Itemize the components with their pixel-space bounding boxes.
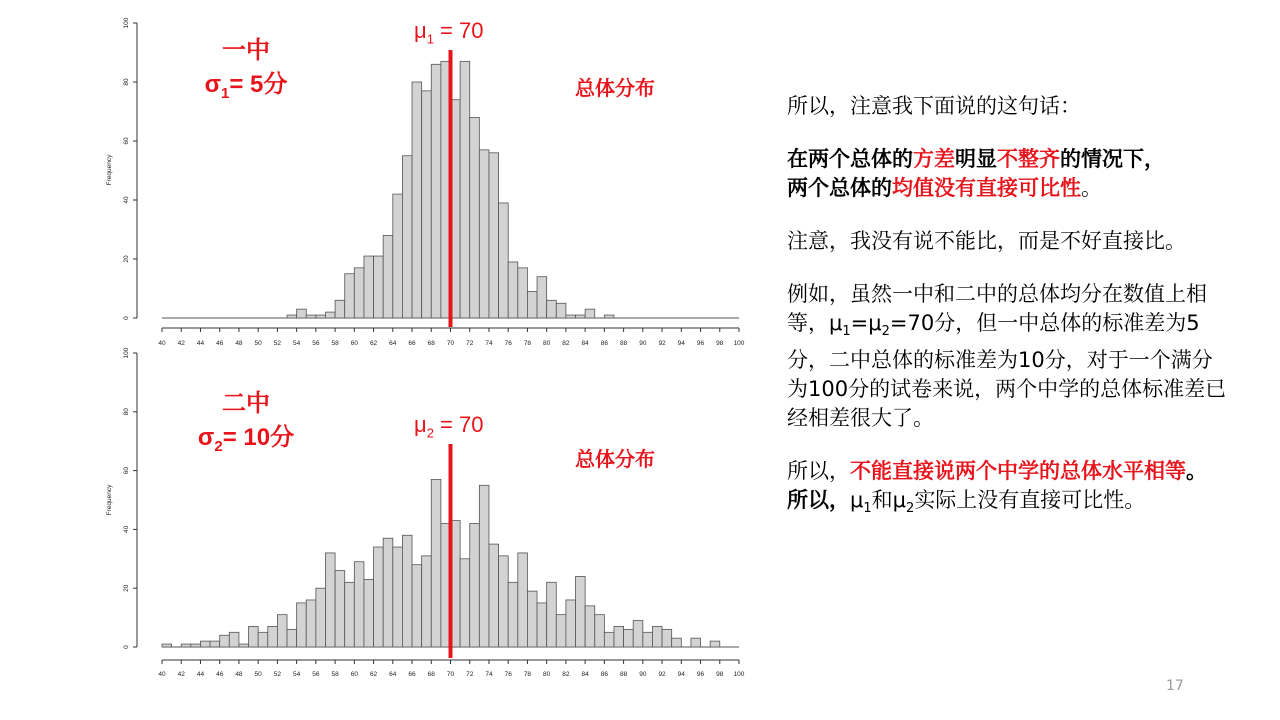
histogram-bar xyxy=(489,544,499,647)
histogram-bar xyxy=(383,538,393,647)
x-tick-label: 76 xyxy=(504,671,512,678)
x-tick-label: 82 xyxy=(562,340,570,347)
x-tick-label: 78 xyxy=(523,340,532,347)
x-tick-label: 88 xyxy=(619,671,628,678)
histogram-bar xyxy=(345,582,355,647)
histogram-bar xyxy=(354,268,364,318)
explanation-text xyxy=(787,92,1257,547)
x-tick-label: 92 xyxy=(658,340,666,347)
y-tick-label: 80 xyxy=(123,408,130,416)
histogram-bar xyxy=(335,571,345,647)
x-tick-label: 42 xyxy=(177,671,185,678)
mu-2-label: $\mu_2 = 70$ xyxy=(414,412,484,441)
histogram-bar xyxy=(412,565,422,647)
histogram-bar xyxy=(306,600,316,647)
y-tick-label: 0 xyxy=(123,316,130,320)
x-tick-label: 62 xyxy=(369,340,378,347)
histogram-bar xyxy=(306,315,316,318)
x-tick-label: 52 xyxy=(273,671,282,678)
x-tick-label: 86 xyxy=(600,340,608,347)
school-1-name: 一中 xyxy=(222,37,270,64)
histogram-bar xyxy=(191,644,201,647)
histogram-bar xyxy=(604,315,614,318)
histogram-bar xyxy=(479,150,489,318)
y-tick-label: 40 xyxy=(123,525,130,534)
x-tick-label: 70 xyxy=(446,671,455,678)
histogram-bar xyxy=(335,300,345,318)
histogram-bar xyxy=(258,632,268,647)
histogram-bar xyxy=(220,635,230,647)
histogram-bar xyxy=(325,553,335,647)
histogram-bar xyxy=(470,524,480,647)
histogram-bar xyxy=(364,256,374,318)
x-tick-label: 48 xyxy=(235,340,243,347)
histogram-bar xyxy=(643,632,653,647)
histogram-bar xyxy=(585,309,595,318)
histogram-bar xyxy=(345,274,355,318)
histogram-bar xyxy=(556,615,566,647)
x-tick-label: 40 xyxy=(158,671,166,678)
histogram-bar xyxy=(422,91,432,318)
x-tick-label: 56 xyxy=(312,340,320,347)
histogram-bar xyxy=(576,576,586,647)
histogram-bar xyxy=(537,603,547,647)
distribution-2-title: 总体分布 xyxy=(575,449,655,471)
x-tick-label: 50 xyxy=(254,671,262,678)
histogram-bar xyxy=(200,641,210,647)
x-tick-label: 50 xyxy=(254,340,262,347)
x-tick-label: 58 xyxy=(331,671,339,678)
histogram-bar xyxy=(652,626,662,647)
histogram-bar xyxy=(672,638,682,647)
y-tick-label: 80 xyxy=(123,78,130,86)
y-tick-label: 60 xyxy=(123,466,130,475)
x-tick-label: 90 xyxy=(639,340,647,347)
histogram-bar xyxy=(297,603,307,647)
x-tick-label: 76 xyxy=(504,340,512,347)
histogram-bar xyxy=(460,61,470,318)
histogram-bar xyxy=(316,315,326,318)
histogram-bar xyxy=(268,626,278,647)
histogram-bar xyxy=(402,535,412,647)
histogram-bar xyxy=(470,117,480,318)
x-tick-label: 98 xyxy=(716,671,724,678)
y-tick-label: 20 xyxy=(123,584,130,592)
x-tick-label: 88 xyxy=(619,340,628,347)
histogram-bar xyxy=(316,588,326,647)
histogram-bar xyxy=(229,632,239,647)
histogram-bar xyxy=(499,556,509,647)
histogram-bar xyxy=(393,194,403,318)
x-tick-label: 60 xyxy=(350,340,358,347)
histogram-bar xyxy=(277,615,287,647)
x-tick-label: 62 xyxy=(369,671,378,678)
x-tick-label: 46 xyxy=(216,340,224,347)
histogram-bar xyxy=(527,291,537,318)
histogram-bar xyxy=(527,591,537,647)
histogram-bar xyxy=(691,638,701,647)
histogram-bar xyxy=(374,256,384,318)
histogram-bar xyxy=(585,606,595,647)
y-tick-label: 60 xyxy=(123,137,130,145)
x-tick-label: 98 xyxy=(716,340,724,347)
x-tick-label: 44 xyxy=(196,340,205,347)
histogram-bar xyxy=(479,485,489,647)
school-2-label xyxy=(186,387,306,464)
histogram-bar xyxy=(576,315,586,318)
histogram-bar xyxy=(210,641,220,647)
x-tick-label: 64 xyxy=(389,671,397,678)
histogram-bar xyxy=(662,629,672,647)
y-axis-label: Frequency xyxy=(106,154,113,186)
histogram-bar xyxy=(566,600,576,647)
histogram-bar xyxy=(374,547,384,647)
x-tick-label: 94 xyxy=(677,340,685,347)
x-tick-label: 80 xyxy=(543,340,551,347)
histogram-bar xyxy=(633,621,643,647)
x-tick-label: 84 xyxy=(581,340,589,347)
x-tick-label: 72 xyxy=(466,671,474,678)
histogram-bar xyxy=(383,235,393,318)
x-tick-label: 70 xyxy=(446,340,455,347)
histogram-bar xyxy=(518,268,528,318)
x-tick-label: 92 xyxy=(658,671,666,678)
mu-1-label: $\mu_1 = 70$ xyxy=(414,18,484,47)
x-tick-label: 100 xyxy=(733,340,745,347)
histogram-bar xyxy=(547,582,557,647)
histogram-bar xyxy=(412,82,422,318)
histogram-bar xyxy=(604,632,614,647)
school-2-name: 二中 xyxy=(222,390,270,417)
histogram-bar xyxy=(325,312,335,318)
x-tick-label: 48 xyxy=(235,671,243,678)
x-tick-label: 72 xyxy=(466,340,474,347)
histogram-bar xyxy=(239,644,249,647)
histogram-bar xyxy=(162,644,172,647)
histogram-bar xyxy=(566,315,576,318)
x-tick-label: 46 xyxy=(216,671,224,678)
histogram-bar xyxy=(624,629,634,647)
y-axis-label: Frequency xyxy=(106,484,113,516)
histogram-bar xyxy=(393,547,403,647)
histogram-bar xyxy=(537,277,547,318)
x-tick-label: 68 xyxy=(427,671,435,678)
page-number: 17 xyxy=(1166,678,1184,694)
x-tick-label: 68 xyxy=(427,340,435,347)
x-tick-label: 44 xyxy=(196,671,205,678)
histogram-bar xyxy=(431,64,441,318)
x-tick-label: 94 xyxy=(677,671,685,678)
histogram-bar xyxy=(402,156,412,318)
x-tick-label: 66 xyxy=(408,671,416,678)
histogram-bar xyxy=(489,153,499,318)
paragraph-4: 例如，虽然一中和二中的总体均分在数值上相等，$\mu_1=\mu_2=70$分，但一中总体的标准差为5分，二中总体的标准差为10分，对于一个满分为100分的试卷来说，两个中学的总体标准差已经相差很大了。 xyxy=(787,282,1227,431)
histogram-bar xyxy=(508,582,518,647)
histogram-bar xyxy=(556,303,566,318)
y-tick-label: 100 xyxy=(123,347,130,359)
histogram-bar xyxy=(547,300,557,318)
x-tick-label: 66 xyxy=(408,340,416,347)
x-tick-label: 74 xyxy=(485,671,493,678)
x-tick-label: 58 xyxy=(331,340,339,347)
paragraph-2: 在两个总体的方差明显不整齐的情况下， 两个总体的均值没有直接可比性。 xyxy=(787,147,1165,200)
histogram-bar xyxy=(614,626,624,647)
histogram-bar xyxy=(508,262,518,318)
histogram-bar xyxy=(710,641,720,647)
x-tick-label: 82 xyxy=(562,671,570,678)
x-tick-label: 90 xyxy=(639,671,647,678)
y-tick-label: 100 xyxy=(123,17,130,29)
histogram-bar xyxy=(297,309,307,318)
x-tick-label: 64 xyxy=(389,340,397,347)
school-1-label xyxy=(196,34,296,111)
histogram-bar xyxy=(460,559,470,647)
x-tick-label: 42 xyxy=(177,340,185,347)
histogram-bar xyxy=(287,629,297,647)
y-tick-label: 40 xyxy=(123,196,130,204)
x-tick-label: 40 xyxy=(158,340,166,347)
histogram-bar xyxy=(364,579,374,647)
distribution-1-title: 总体分布 xyxy=(575,78,655,100)
x-tick-label: 74 xyxy=(485,340,493,347)
x-tick-label: 96 xyxy=(696,340,705,347)
paragraph-3: 注意，我没有说不能比，而是不好直接比。 xyxy=(787,229,1186,253)
x-tick-label: 54 xyxy=(293,671,301,678)
x-tick-label: 54 xyxy=(293,340,301,347)
histogram-bar xyxy=(181,644,191,647)
school-2-sigma: $\sigma_2= 10$分 xyxy=(197,424,295,455)
x-tick-label: 100 xyxy=(733,671,745,678)
histogram-bar xyxy=(595,615,605,647)
x-tick-label: 56 xyxy=(312,671,320,678)
school-1-sigma: $\sigma_1= 5$分 xyxy=(204,71,288,102)
histogram-bar xyxy=(499,203,509,318)
x-tick-label: 84 xyxy=(581,671,589,678)
x-tick-label: 80 xyxy=(543,671,551,678)
x-tick-label: 96 xyxy=(696,671,705,678)
histogram-bar xyxy=(354,562,364,647)
histogram-bar xyxy=(249,626,259,647)
paragraph-5: 所以，不能直接说两个中学的总体水平相等。所以，$\mu_1$和$\mu_2$实际上没有直接可比性。 xyxy=(787,459,1207,517)
x-tick-label: 86 xyxy=(600,671,608,678)
y-tick-label: 0 xyxy=(123,645,130,649)
histogram-bar xyxy=(518,553,528,647)
y-tick-label: 20 xyxy=(123,255,130,263)
x-tick-label: 60 xyxy=(350,671,358,678)
histogram-bar xyxy=(287,315,297,318)
x-tick-label: 78 xyxy=(523,671,532,678)
paragraph-1: 所以，注意我下面说的这句话： xyxy=(787,94,1081,118)
histogram-bar xyxy=(431,479,441,647)
histogram-bar xyxy=(422,556,432,647)
x-tick-label: 52 xyxy=(273,340,282,347)
